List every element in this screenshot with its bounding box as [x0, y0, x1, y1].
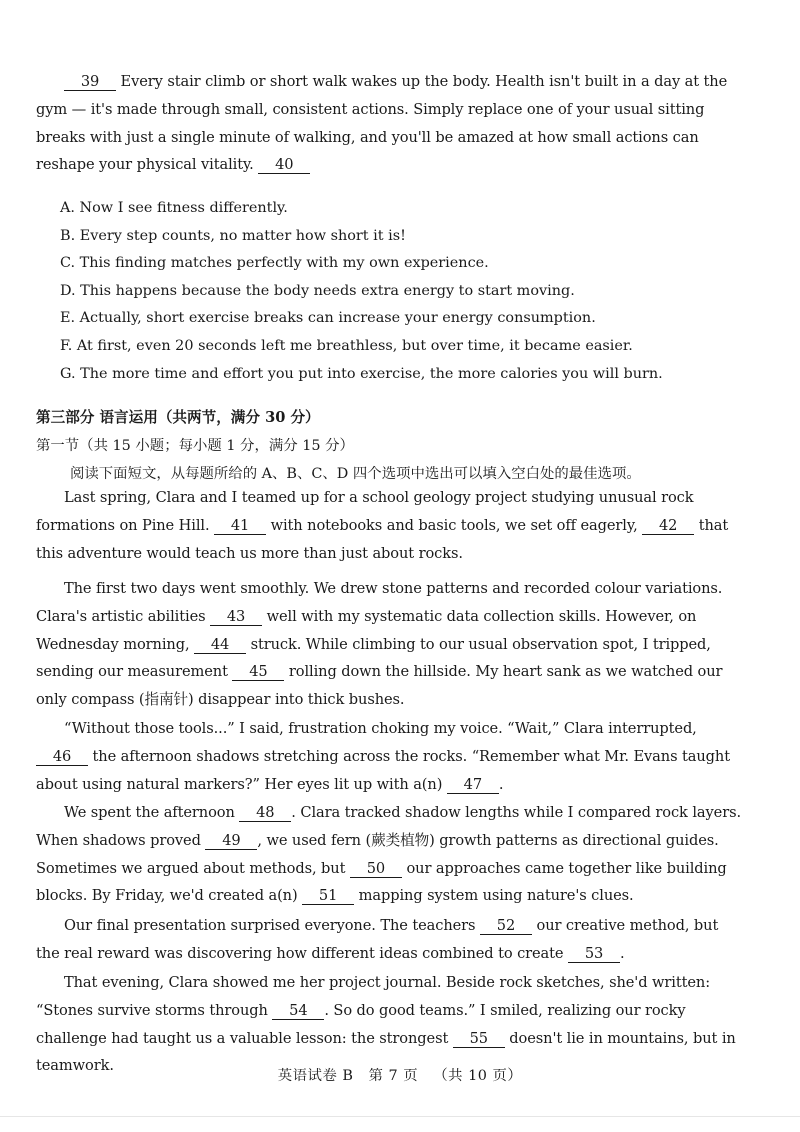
passage-paragraph-2 [36, 575, 742, 714]
blank-47: 47 [447, 777, 499, 794]
passage-text: . [498, 775, 504, 793]
passage-text: our approaches came together like building blocks. By Friday, we'd created a(n) [36, 859, 727, 905]
blank-53: 53 [568, 946, 620, 963]
passage-text: That evening, Clara showed me her project journal. Beside rock sketches, she'd written: “Stones survive storms through [36, 974, 711, 1019]
passage-text: Our final presentation surprised everyone. The teachers [64, 917, 480, 934]
blank-45: 45 [232, 664, 284, 681]
blank-46: 46 [36, 749, 88, 766]
option-g: G. The more time and effort you put into exercise, the more calories you will burn. [60, 365, 663, 382]
blank-55: 55 [453, 1031, 505, 1048]
passage-text: . Clara tracked shadow lengths while I compared rock layers. When shadows proved [36, 804, 741, 849]
options-list [60, 195, 750, 388]
bottom-divider [0, 1116, 800, 1117]
blank-50: 50 [350, 861, 402, 878]
passage-text: Last spring, Clara and I teamed up for a school geology project studying unusual rock formations on Pine Hill. [36, 489, 694, 534]
option-d: D. This happens because the body needs extra energy to start moving. [60, 282, 575, 299]
blank-43: 43 [210, 609, 262, 626]
footer-total-pages: （共 10 页） [433, 1068, 523, 1084]
passage-text: that this adventure would teach us more than just about rocks. [36, 516, 729, 562]
passage-text: our creative method, but the real reward was discovering how different ideas combined to create [36, 917, 719, 962]
option-f: F. At first, even 20 seconds left me breathless, but over time, it became easier. [60, 337, 633, 354]
blank-41: 41 [214, 518, 266, 535]
blank-39: 39 [64, 74, 116, 91]
blank-49: 49 [205, 833, 257, 850]
blank-48: 48 [239, 805, 291, 822]
passage-text: . So do good teams.” I smiled, realizing our rocky challenge had taught us a valuable lesson: the strongest [36, 1001, 686, 1047]
section-instruction: 阅读下面短文，从每题所给的 A、B、C、D 四个选项中选出可以填入空白处的最佳选项。 [70, 466, 641, 482]
blank-44: 44 [194, 637, 246, 654]
passage-text: The first two days went smoothly. We drew stone patterns and recorded colour variations. Clara's artistic abilities [36, 580, 723, 625]
blank-42: 42 [642, 518, 694, 535]
passage-paragraph-5 [36, 912, 742, 968]
blank-52: 52 [480, 918, 532, 935]
section-subtitle: 第一节（共 15 小题；每小题 1 分，满分 15 分） [36, 438, 354, 454]
footer-subject: 英语试卷 B [277, 1068, 354, 1084]
section-title: 第三部分 语言运用（共两节，满分 30 分） [36, 409, 320, 426]
footer-page-number: 第 7 页 [368, 1068, 419, 1084]
option-a: A. Now I see fitness differently. [60, 200, 288, 216]
passage-text: the afternoon shadows stretching across the rocks. “Remember what Mr. Evans taught about using natural markers?” Her eyes lit up with a(n) [36, 747, 730, 793]
passage-text: We spent the afternoon [64, 804, 240, 821]
passage-text: doesn't lie in mountains, but in teamwork. [36, 1029, 736, 1075]
paragraph-intro [36, 68, 742, 179]
paragraph-text: Every stair climb or short walk wakes up the body. Health isn't built in a day at the gym — it's made through small, consistent actions. Simply replace one of your usual sitting breaks with just a single minute of walking, and you'll be amazed at how small actions can reshape your physical vitality. [36, 73, 728, 174]
passage-text: well with my systematic data collection skills. However, on Wednesday morning, [36, 607, 697, 653]
passage-text: . [620, 944, 625, 962]
passage-text: with notebooks and basic tools, we set off eagerly, [266, 516, 643, 534]
passage-paragraph-3 [36, 715, 742, 798]
passage-text: , we used fern (蕨类植物) growth patterns as directional guides. Sometimes we argued about methods, but [36, 831, 719, 877]
page-footer [0, 1064, 800, 1085]
option-b: B. Every step counts, no matter how short it is! [60, 227, 406, 244]
passage-text: mapping system using nature's clues. [354, 887, 634, 905]
blank-51: 51 [302, 888, 354, 905]
passage-paragraph-4 [36, 799, 742, 910]
passage-text: struck. While climbing to our usual observation spot, I tripped, sending our measurement [36, 635, 711, 681]
passage-paragraph-1 [36, 484, 742, 567]
blank-40: 40 [258, 157, 310, 174]
option-c: C. This finding matches perfectly with my own experience. [60, 255, 489, 272]
blank-54: 54 [272, 1003, 324, 1020]
passage-text: rolling down the hillside. My heart sank as we watched our only compass (指南针) disappear into thick bushes. [36, 663, 723, 709]
option-e: E. Actually, short exercise breaks can increase your energy consumption. [60, 310, 596, 327]
passage-text: “Without those tools...” I said, frustration choking my voice. “Wait,” Clara interrupted, [64, 720, 697, 737]
